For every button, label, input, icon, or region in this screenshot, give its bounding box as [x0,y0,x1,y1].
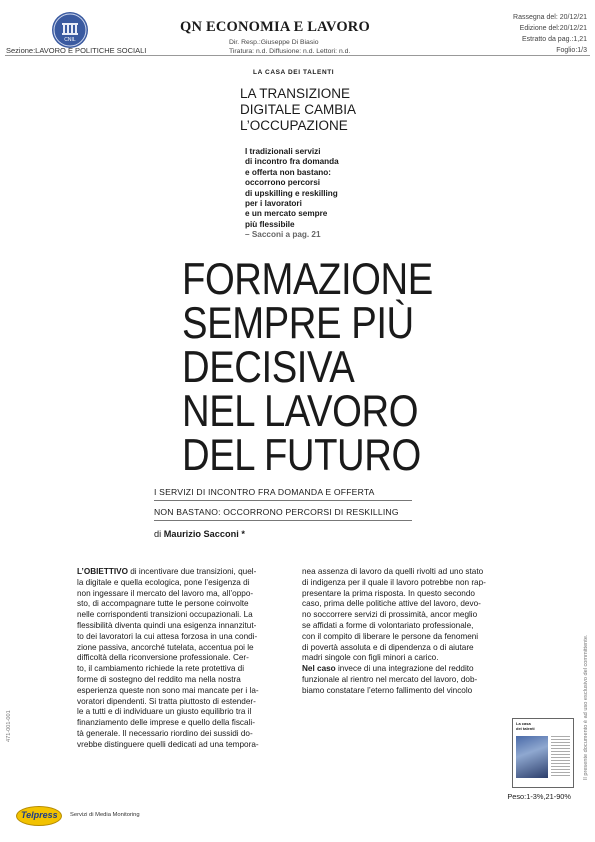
logo-text: CNIL [64,37,76,43]
telpress-logo-text: Telpress [21,810,58,820]
director-label: Dir. Resp.:Giuseppe Di Biasio [229,39,319,46]
extract-pages: Estratto da pag.:1,21 [522,36,587,43]
body-line: nea assenza di lavoro da quelli rivolti ad uno stato [302,567,484,576]
body-line: con il compito di liberare le persone da fenomeni [302,631,479,641]
summary-line: di upskilling e reskilling [245,188,338,198]
body-line: to dei lavoratori la cui attesa forzosa in una condi- [77,631,258,641]
body-line: di povertà assoluta e di dipendenza o di aiutare [302,642,474,652]
thumbnail-photo [516,736,548,778]
headline-line: SEMPRE PIÙ [182,299,414,348]
body-line: tà generale. Il necessario riordino dei sussidi do- [77,728,253,738]
lead-line-rest: invece di una integrazione del reddito [335,664,474,674]
provider-subtitle: Servizi di Media Monitoring [70,812,140,818]
teaser-headline-line: LA TRANSIZIONE [240,86,351,101]
body-line: se affidati a forme di volontariato professionale, [302,620,474,630]
summary-line: e un mercato sempre [245,209,328,219]
summary-line: di incontro fra domanda [245,157,339,167]
subheadline-divider [154,520,412,521]
body-line: caso, prima delle politiche attive del lavoro, devo- [302,599,481,609]
sheet-counter: Foglio:1/3 [556,47,587,54]
body-line [302,664,514,675]
subheadline-line: I SERVIZI DI INCONTRO FRA DOMANDA E OFFERTA [154,487,375,497]
edition-date: Edizione del:20/12/21 [519,25,587,32]
teaser-summary [245,147,375,241]
body-line: non ingessare il mercato del lavoro ma, all’oppo- [77,588,254,598]
body-line: nelle corrispondenti transizioni occupazionali. La [77,610,253,620]
thumbnail-title-line: dei talenti [516,725,535,731]
byline [154,529,245,539]
thumbnail-text-block [551,736,570,778]
body-line: difficoltà della riconversione professionale. Cer- [77,653,249,663]
body-line: no soccorrere servizi di prossimità, ancor meglio [302,610,478,620]
kicker: LA CASA DEI TALENTI [253,69,335,76]
summary-line: e offerta non bastano: [245,167,331,177]
body-column-2 [302,567,514,697]
document-code: 471-001-001 [6,710,12,742]
body-line [77,567,289,578]
usage-disclaimer: Il presente documento è ad uso esclusivo del committente. [583,634,589,780]
page-reference: – Sacconi a pag. 21 [245,230,321,240]
institution-seal-icon [52,12,88,48]
summary-line: occorrono percorsi [245,178,321,188]
thumbnail-title [516,722,535,731]
byline-prefix: di [154,529,162,539]
body-line: madri singole con figli minori a carico. [302,653,439,663]
body-line: forme di sostegno del reddito ma nella nostra [77,674,241,684]
subheadline-divider [154,500,412,501]
body-line: la digitale e quella ecologica, pone l’esigenza di [77,577,250,587]
thumbnail-title-line: La casa [516,721,531,726]
circulation-label: Tiratura: n.d. Diffusione: n.d. Lettori: n.d. [229,48,351,55]
body-line: funzionale al rientro nel mercato del lavoro, dob- [302,674,478,684]
header-divider [5,55,590,56]
body-line: to, il cambiamento richiede la rete protettiva di [77,664,245,674]
weight-label: Peso:1-3%,21-90% [507,792,571,801]
lead-line-rest: di incentivare due transizioni, quel- [127,567,257,576]
body-line: sto, di accompagnare tutte le persone coinvolte [77,599,249,609]
headline-line: DEL FUTURO [182,431,421,480]
body-column-1 [77,567,289,751]
body-line: vrebbe distinguere quelli dedicati ad una tempora- [77,739,259,749]
headline-line: NEL LAVORO [182,387,419,436]
summary-line: per i lavoratori [245,199,302,209]
teaser-headline-line: L’OCCUPAZIONE [240,118,348,133]
lead-word: L’OBIETTIVO [77,567,128,576]
summary-line: I tradizionali servizi [245,147,321,156]
telpress-logo [16,806,62,826]
body-line: zione passiva, ancorché tutelata, accentua poi le [77,642,254,652]
author-name: Maurizio Sacconi * [163,529,245,539]
body-line: finanziamento delle imprese e quello della fiscali- [77,718,255,728]
body-line: biamo constatare l’eterno fallimento del vincolo [302,685,473,695]
body-line: flessibilità diventa quindi una esigenza innanzitut- [77,620,257,630]
main-headline [182,255,433,480]
publication-title: QN ECONOMIA E LAVORO [180,19,370,35]
body-line: presentare la prima risposta. In questo secondo [302,588,475,598]
body-line: esperienza queste non sono mai mancate per i la- [77,685,259,695]
section-label: Sezione:LAVORO E POLITICHE SOCIALI [6,46,147,55]
lead-word: Nel caso [302,664,336,674]
teaser-headline [240,86,390,134]
cnil-logo [52,12,88,48]
headline-line: FORMAZIONE [182,255,433,304]
page-thumbnail[interactable] [512,718,574,788]
summary-line: più flessibile [245,219,295,229]
body-line: voratori dipendenti. Si tratta piuttosto di estender- [77,696,256,706]
teaser-headline-line: DIGITALE CAMBIA [240,102,357,117]
body-line: di indigenza per il quale il lavoro potrebbe non rap- [302,577,486,587]
subheadline-line: NON BASTANO: OCCORRONO PERCORSI DI RESKILLING [154,507,399,517]
headline-line: DECISIVA [182,343,355,392]
body-line: le a tutti e di individuare un giusto equilibrio tra il [77,707,252,717]
rassegna-date: Rassegna del: 20/12/21 [513,14,587,21]
